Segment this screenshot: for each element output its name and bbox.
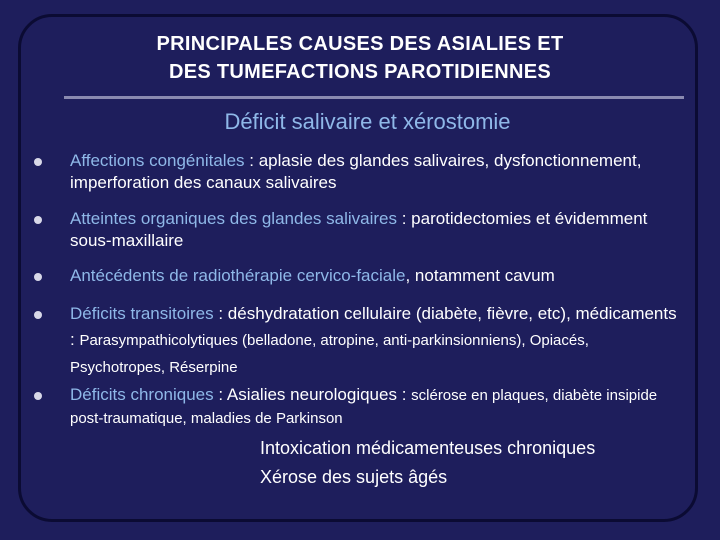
bullet-icon bbox=[34, 273, 42, 281]
item-key: Affections congénitales bbox=[70, 151, 245, 170]
item-text: : déshydratation cellulaire (diabète, fièvre, etc), médicaments : bbox=[70, 304, 677, 349]
slide-subtitle: Déficit salivaire et xérostomie bbox=[224, 109, 511, 134]
item-key: Déficits transitoires bbox=[70, 304, 214, 323]
item-text: : Asialies neurologiques : bbox=[213, 385, 412, 404]
list-item bbox=[30, 384, 680, 430]
item-subtext: Parasympathicolytiques (belladone, atropine, anti-parkinsionniens), Opiacés, Psychotropes, Réserpine bbox=[70, 332, 589, 376]
item-text: : parotidectomies et évidemment sous-maxillaire bbox=[70, 209, 648, 250]
title-line-2: DES TUMEFACTIONS PAROTIDIENNES bbox=[169, 61, 551, 83]
list-item bbox=[30, 265, 680, 287]
extra-line-2: Xérose des sujets âgés bbox=[260, 467, 448, 487]
item-text: : aplasie des glandes salivaires, dysfonctionnement, imperforation des canaux salivaires bbox=[70, 151, 642, 192]
item-key: Atteintes organiques des glandes salivaires bbox=[70, 209, 397, 228]
item-subtext: sclérose en plaques, diabète insipide post-traumatique, maladies de Parkinson bbox=[70, 387, 658, 427]
slide-title bbox=[60, 30, 660, 86]
bullet-icon bbox=[34, 216, 42, 224]
title-divider bbox=[64, 96, 684, 99]
bullet-icon bbox=[34, 158, 42, 166]
list-item bbox=[30, 208, 680, 252]
item-key: Déficits chroniques bbox=[70, 385, 214, 404]
bullet-icon bbox=[34, 392, 42, 400]
title-line-1: PRINCIPALES CAUSES DES ASIALIES ET bbox=[156, 33, 564, 55]
list-item bbox=[30, 301, 680, 381]
item-key: Antécédents de radiothérapie cervico-faciale bbox=[70, 266, 406, 285]
extra-line-1: Intoxication médicamenteuses chroniques bbox=[260, 438, 596, 458]
item-text: , notamment cavum bbox=[405, 266, 555, 285]
list-item bbox=[30, 150, 680, 194]
bullet-icon bbox=[34, 311, 42, 319]
